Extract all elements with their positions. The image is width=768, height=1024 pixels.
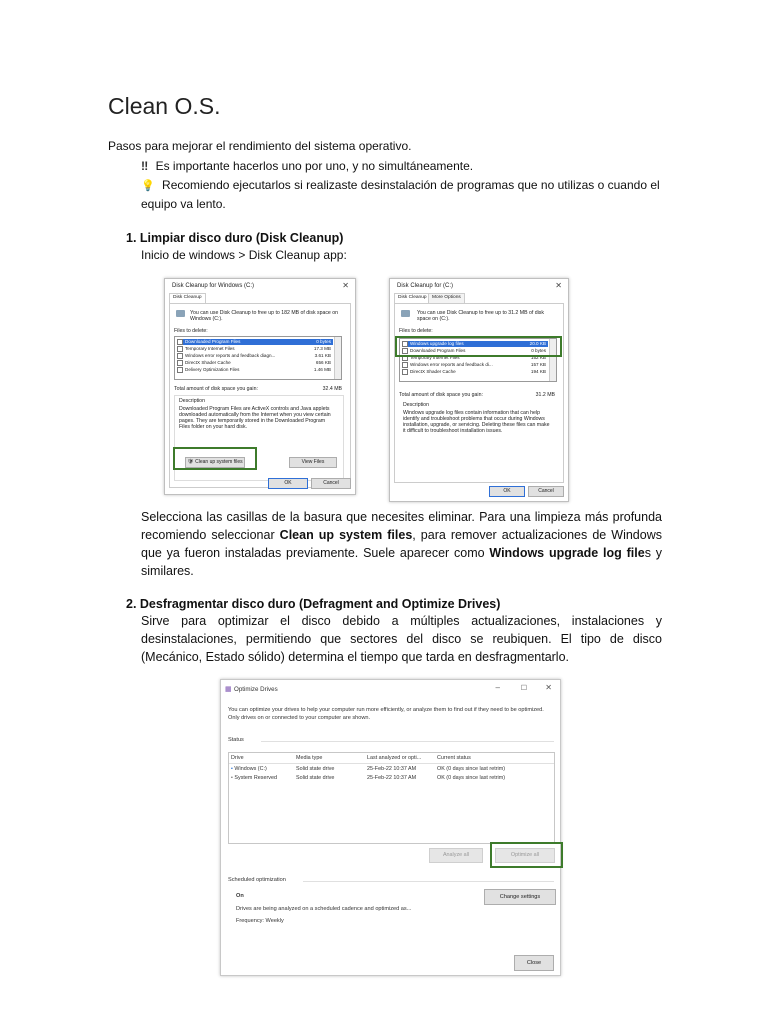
drive-icon xyxy=(176,310,185,317)
cancel-button[interactable]: Cancel xyxy=(528,486,564,497)
list-item[interactable]: Temporary Internet Files 17.3 MB xyxy=(177,346,333,352)
column-header[interactable]: Last analyzed or opti... xyxy=(367,755,422,761)
column-header[interactable]: Media type xyxy=(296,755,323,761)
defrag-icon: ▦ xyxy=(225,686,232,693)
list-item[interactable]: DirectX Shader Cache 194 KB xyxy=(402,369,548,375)
bullet-text: Es importante hacerlos uno por uno, y no simultáneamente. xyxy=(155,159,474,173)
column-header[interactable]: Current status xyxy=(437,755,471,761)
schedule-frequency: Frequency: Weekly xyxy=(236,918,284,924)
dialog-panel xyxy=(394,303,564,483)
total-value: 32.4 MB xyxy=(322,386,342,392)
dialog-title: Disk Cleanup for Windows (C:) xyxy=(172,283,255,289)
highlight-optimize-all xyxy=(490,842,563,868)
maximize-icon[interactable]: ☐ xyxy=(520,685,527,692)
schedule-description: Drives are being analyzed on a scheduled cadence and optimized as... xyxy=(236,906,412,912)
drive-icon: ▪ xyxy=(231,775,233,781)
bullet-important xyxy=(141,157,473,175)
clean-up-system-files-button[interactable]: 🛡 Clean up system files xyxy=(185,457,245,468)
description-text: Downloaded Program Files are ActiveX controls and Java applets downloaded automatically from the Internet when you view certain pages. They are temporarily stored in the Downloaded Program Files folder on your hard disk. xyxy=(179,406,331,430)
section-1-subheading: Inicio de windows > Disk Cleanup app: xyxy=(141,248,347,262)
disk-cleanup-dialog-2 xyxy=(389,278,569,502)
list-item[interactable]: Downloaded Program Files 0 bytes xyxy=(402,348,548,354)
lightbulb-icon: 💡 xyxy=(141,180,155,192)
checkbox[interactable] xyxy=(177,367,183,373)
window-title: Optimize Drives xyxy=(234,686,278,693)
checkbox[interactable] xyxy=(177,346,183,352)
close-button[interactable]: Close xyxy=(514,955,554,971)
divider xyxy=(261,741,554,742)
files-label: Files to delete: xyxy=(174,328,208,334)
info-text: You can use Disk Cleanup to free up to 182 MB of disk space on Windows (C:). xyxy=(190,310,339,322)
view-files-button[interactable]: View Files xyxy=(289,457,337,468)
bullet-recommend xyxy=(141,176,663,213)
scheduled-optimization-label: Scheduled optimization xyxy=(228,877,286,883)
drives-table: Drive Media type Last analyzed or opti... Current status ▪ Windows (C:) Solid state drive 25-Feb-22 10:37 AM OK (0 days since last retrim) ▪ System Reserved Solid state drive 25-Feb-22 10:37 AM OK (0 days since last retrim) xyxy=(228,752,555,844)
checkbox[interactable] xyxy=(177,353,183,359)
checkbox[interactable] xyxy=(177,360,183,366)
files-label: Files to delete: xyxy=(399,328,433,334)
list-item[interactable]: DirectX Shader Cache 656 KB xyxy=(177,360,333,366)
scrollbar[interactable] xyxy=(334,337,341,379)
description-label: Description xyxy=(179,398,205,404)
drive-icon: ▪ xyxy=(231,766,233,772)
tab-disk-cleanup[interactable]: Disk Cleanup xyxy=(169,293,206,304)
close-icon[interactable]: ✕ xyxy=(545,683,552,692)
cancel-button[interactable]: Cancel xyxy=(311,478,351,489)
dialog-title: Disk Cleanup for (C:) xyxy=(397,283,454,289)
optimize-all-button[interactable]: Optimize all xyxy=(495,848,555,863)
bullet-text: Recomiendo ejecutarlos si realizaste desinstalación de programas que no utilizas o cuando el equipo va lento. xyxy=(141,178,660,211)
status-label: Status xyxy=(228,737,244,743)
section-1-heading: 1. Limpiar disco duro (Disk Cleanup) xyxy=(126,231,344,245)
checkbox[interactable] xyxy=(177,339,183,345)
description-label: Description xyxy=(403,402,429,408)
list-item[interactable]: Windows upgrade log files 20.0 KB xyxy=(402,341,548,347)
header-divider xyxy=(229,763,554,764)
list-item[interactable]: Windows error reports and feedback di... 157 KB xyxy=(402,362,548,368)
shield-icon: 🛡 xyxy=(187,459,194,465)
divider xyxy=(303,881,554,882)
highlight-clean-up-system-files xyxy=(173,447,257,470)
list-item[interactable]: Downloaded Program Files 0 bytes xyxy=(177,339,333,345)
section-1-paragraph: Selecciona las casillas de la basura que necesites eliminar. Para una limpieza más profunda recomiendo seleccionar Clean up system files, para remover actualizaciones de Windows que ya fueron instaladas previamente. Suele aparecer como Windows upgrade log files y similares. xyxy=(141,510,662,578)
list-item[interactable]: Windows error reports and feedback diagn... 3.61 KB xyxy=(177,353,333,359)
total-label: Total amount of disk space you gain: xyxy=(399,392,483,398)
description-text: You can optimize your drives to help your computer run more efficiently, or analyze them to find out if they need to be optimized. Only drives on or connected to your computer are shown. xyxy=(228,707,544,721)
checkbox[interactable] xyxy=(402,362,408,368)
tab-disk-cleanup[interactable]: Disk Cleanup xyxy=(394,293,431,304)
minimize-icon[interactable]: – xyxy=(495,683,500,692)
optimize-drives-window xyxy=(220,679,561,976)
analyze-all-button[interactable]: Analyze all xyxy=(429,848,483,863)
column-header[interactable]: Drive xyxy=(231,755,244,761)
list-item[interactable]: Temporary Internet Files 152 KB xyxy=(402,355,548,361)
double-exclamation-icon: ‼ xyxy=(141,159,149,173)
list-item[interactable]: Delivery Optimization Files 1.46 MB xyxy=(177,367,333,373)
ok-button[interactable]: OK xyxy=(489,486,525,497)
info-text: You can use Disk Cleanup to free up to 31.2 MB of disk space on (C:). xyxy=(417,310,544,322)
schedule-state: On xyxy=(236,893,244,899)
drive-icon xyxy=(401,310,410,317)
tab-more-options[interactable]: More Options xyxy=(428,293,465,304)
section-2-paragraph: Sirve para optimizar el disco debido a múltiples actualizaciones, instalaciones y desinstalaciones, permitiendo que sectores del disco se reubiquen. El tipo de disco (Mecánico, Estado sólido) determina el tiempo que tarda en desfragmentarlo. xyxy=(141,614,662,664)
intro-text: Pasos para mejorar el rendimiento del sistema operativo. xyxy=(108,139,412,153)
highlight-windows-upgrade-log-files xyxy=(395,336,562,357)
document-title: Clean O.S. xyxy=(108,93,221,119)
description-text: Windows upgrade log files contain information that can help identify and troubleshoot problems that occur during Windows installation, upgrade, or servicing. Deleting these files can make it difficult to troubleshoot installation issues. xyxy=(403,410,550,434)
change-settings-button[interactable]: Change settings xyxy=(484,889,556,905)
description-box xyxy=(399,400,557,474)
section-2-heading: 2. Desfragmentar disco duro (Defragment and Optimize Drives) xyxy=(126,597,501,611)
files-list[interactable] xyxy=(174,336,342,380)
close-icon[interactable]: ✕ xyxy=(342,281,349,290)
checkbox[interactable] xyxy=(402,369,408,375)
total-value: 31.2 MB xyxy=(535,392,555,398)
total-label: Total amount of disk space you gain: xyxy=(174,386,258,392)
ok-button[interactable]: OK xyxy=(268,478,308,489)
close-icon[interactable]: ✕ xyxy=(555,281,562,290)
